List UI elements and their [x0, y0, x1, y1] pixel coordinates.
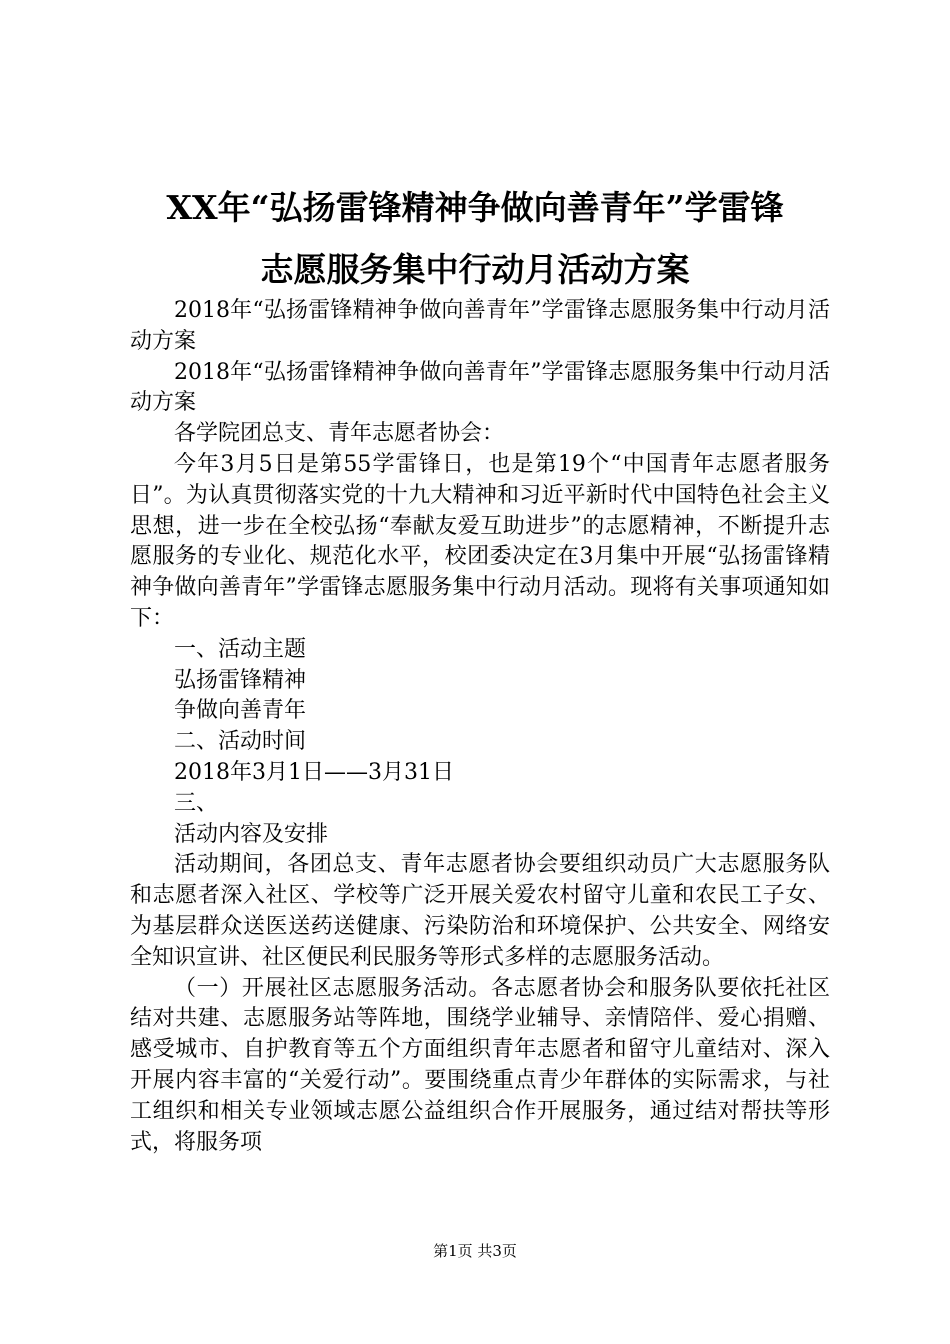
paragraph: 2018年“弘扬雷锋精神争做向善青年”学雷锋志愿服务集中行动月活动方案 [130, 298, 830, 354]
paragraph: 活动期间，各团总支、青年志愿者协会要组织动员广大志愿服务队和志愿者深入社区、学校等广泛开展关爱农村留守儿童和农民工子女、为基层群众送医送药送健康、污染防治和环境保护、公共安全、网络安全知识宣讲、社区便民利民服务等形式多样的志愿服务活动。 [130, 852, 830, 970]
paragraph: （一）开展社区志愿服务活动。各志愿者协会和服务队要依托社区结对共建、志愿服务站等阵地，围绕学业辅导、亲情陪伴、爱心捐赠、感受城市、自护教育等五个方面组织青年志愿者和留守儿童结对、深入开展内容丰富的“关爱行动”。要围绕重点青少年群体的实际需求，与社工组织和相关专业领域志愿公益组织合作开展服务，通过结对帮扶等形式，将服务项 [130, 975, 830, 1155]
document-title-line-1: XX年“弘扬雷锋精神争做向善青年”学雷锋 [166, 188, 784, 227]
section-heading: 一、活动主题 [174, 636, 307, 662]
paragraph: 今年3月5日是第55学雷锋日，也是第19个“中国青年志愿者服务日”。为认真贯彻落实党的十九大精神和习近平新时代中国特色社会主义思想，进一步在全校弘扬“奉献友爱互助进步”的志愿精神，不断提升志愿服务的专业化、规范化水平，校团委决定在3月集中开展“弘扬雷锋精神争做向善青年”学雷锋志愿服务集中行动月活动。现将有关事项通知如下： [130, 451, 830, 631]
paragraph: 各学院团总支、青年志愿者协会： [174, 421, 505, 447]
paragraph: 2018年3月1日——3月31日 [174, 759, 454, 785]
section-heading: 三、 [174, 790, 219, 816]
section-heading: 二、活动时间 [174, 729, 307, 755]
paragraph: 争做向善青年 [174, 698, 307, 724]
document-body [130, 296, 830, 1158]
page-footer: 第1页 共3页 [433, 1242, 517, 1260]
paragraph: 2018年“弘扬雷锋精神争做向善青年”学雷锋志愿服务集中行动月活动方案 [130, 359, 830, 416]
paragraph: 活动内容及安排 [174, 821, 329, 847]
paragraph: 弘扬雷锋精神 [174, 667, 307, 693]
document-title-line-2: 志愿服务集中行动月活动方案 [260, 250, 690, 289]
